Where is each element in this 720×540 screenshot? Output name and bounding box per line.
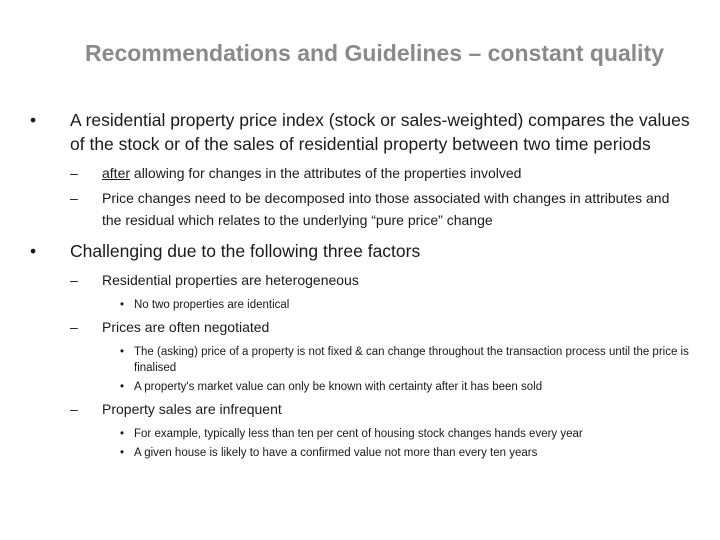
bullet-icon: • — [120, 299, 125, 311]
sub-bullet-text: Prices are often negotiated — [102, 319, 270, 335]
dash-icon: – — [70, 190, 78, 206]
sub-bullet-negotiated — [30, 316, 690, 338]
bullet-challenges — [30, 239, 690, 263]
dash-icon: – — [70, 165, 78, 181]
dash-icon: – — [70, 319, 78, 335]
bullet-icon: • — [120, 447, 125, 459]
bullet-icon: • — [120, 346, 125, 358]
detail-item — [30, 426, 690, 442]
detail-text: The (asking) price of a property is not fixed & can change throughout the transaction process until the price is finalised — [134, 346, 689, 374]
sub-bullet-text: Price changes need to be decomposed into those associated with changes in attributes and the residual which relates to the underlying “pure price” change — [102, 190, 670, 228]
detail-item — [30, 297, 690, 313]
slide-title: Recommendations and Guidelines – constant quality — [85, 40, 664, 66]
sub-bullet-price-decomposition — [30, 187, 690, 231]
detail-text: For example, typically less than ten per cent of housing stock changes hands every year — [134, 428, 583, 440]
sub-bullet-infrequent — [30, 398, 690, 420]
sub-bullet-text: Residential properties are heterogeneous — [102, 272, 359, 288]
detail-item — [30, 379, 690, 395]
bullet-icon: • — [30, 241, 37, 261]
dash-icon: – — [70, 401, 78, 417]
bullet-text: A residential property price index (stock or sales-weighted) compares the values of the stock or of the sales of residential property between two time periods — [70, 110, 690, 154]
sub-bullet-heterogeneous — [30, 269, 690, 291]
sub-bullet-attribute-changes — [30, 162, 690, 184]
underlined-word: after — [102, 165, 131, 181]
bullet-icon: • — [30, 110, 37, 130]
detail-text: A property's market value can only be known with certainty after it has been sold — [134, 381, 543, 393]
detail-text: No two properties are identical — [134, 299, 290, 311]
sub-bullet-text: allowing for changes in the attributes of the properties involved — [130, 165, 522, 181]
detail-item — [30, 344, 690, 376]
dash-icon: – — [70, 272, 78, 288]
bullet-icon: • — [120, 428, 125, 440]
detail-text: A given house is likely to have a confirmed value not more than every ten years — [134, 447, 538, 459]
sub-bullet-text: Property sales are infrequent — [102, 401, 282, 417]
bullet-icon: • — [120, 381, 125, 393]
detail-item — [30, 445, 690, 461]
bullet-constant-quality-definition — [30, 108, 690, 156]
slide-body — [30, 108, 690, 461]
bullet-text: Challenging due to the following three factors — [70, 241, 421, 261]
